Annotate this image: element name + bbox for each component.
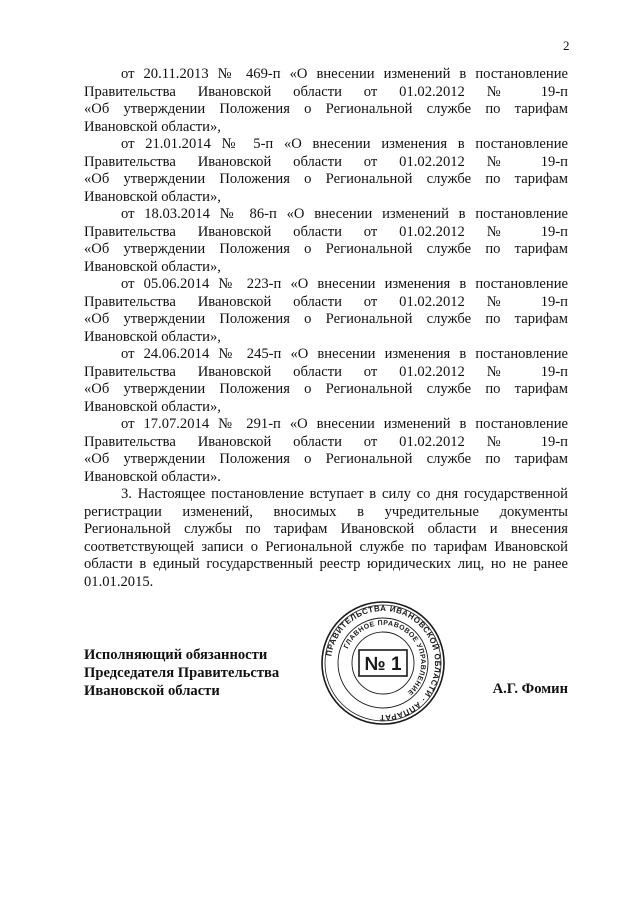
amendment-line: Правительства Ивановской области от 01.02.2012 № 19-п [84, 433, 568, 450]
document-body [84, 66, 568, 591]
official-seal-stamp [320, 600, 446, 726]
amendment-line: Правительства Ивановской области от 01.02.2012 № 19-п [84, 83, 568, 100]
stamp-inner-text: ГЛАВНОЕ ПРАВОВОЕ УПРАВЛЕНИЕ [343, 619, 427, 697]
amendment-line: Ивановской области», [84, 328, 221, 345]
amendment-entry [84, 276, 568, 346]
amendment-line: от 24.06.2014 № 245-п «О внесении изменения в постановление [121, 346, 568, 362]
amendment-line: Правительства Ивановской области от 01.02.2012 № 19-п [84, 363, 568, 380]
amendment-line: Ивановской области», [84, 258, 221, 275]
amendment-list [84, 66, 568, 486]
amendment-line: Правительства Ивановской области от 01.02.2012 № 19-п [84, 293, 568, 310]
amendment-entry [84, 206, 568, 276]
amendment-line: «Об утверждении Положения о Региональной службе по тарифам [84, 451, 568, 467]
paragraph-3: 3. Настоящее постановление вступает в силу со дня государственной регистрации изменений, вносимых в учредительные документы Региональной службы по тарифам Ивановской области и внесения соответствующей записи о Региональной службе по тарифам Ивановской области в единый государственный реестр юридических лиц, но не ранее 01.01.2015. [84, 486, 568, 590]
amendment-line: Ивановской области», [84, 118, 221, 135]
amendment-line: от 21.01.2014 № 5-п «О внесении изменения в постановление [121, 136, 568, 152]
stamp-center-number: № 1 [364, 654, 402, 675]
amendment-line: Ивановской области». [84, 468, 221, 485]
amendment-line: «Об утверждении Положения о Региональной службе по тарифам [84, 171, 568, 187]
amendment-line: «Об утверждении Положения о Региональной службе по тарифам [84, 241, 568, 257]
amendment-line: «Об утверждении Положения о Региональной службе по тарифам [84, 311, 568, 327]
amendment-line: Правительства Ивановской области от 01.02.2012 № 19-п [84, 153, 568, 170]
amendment-entry [84, 346, 568, 416]
signatory-title-line: Ивановской области [84, 683, 220, 699]
amendment-line: Ивановской области», [84, 398, 221, 415]
amendment-line: «Об утверждении Положения о Региональной службе по тарифам [84, 101, 568, 117]
stamp-outer-text: ПРАВИТЕЛЬСТВА ИВАНОВСКОЙ ОБЛАСТИ · АППАРАТ [324, 603, 443, 723]
amendment-line: от 20.11.2013 № 469-п «О внесении изменений в постановление [121, 66, 568, 82]
amendment-line: Правительства Ивановской области от 01.02.2012 № 19-п [84, 223, 568, 240]
amendment-line: от 18.03.2014 № 86-п «О внесении изменений в постановление [121, 206, 568, 222]
amendment-entry [84, 136, 568, 206]
amendment-line: Ивановской области», [84, 188, 221, 205]
amendment-entry [84, 66, 568, 136]
signatory-name: А.Г. Фомин [492, 681, 568, 697]
signatory-title-line: Председателя Правительства [84, 665, 280, 681]
amendment-line: от 17.07.2014 № 291-п «О внесении изменений в постановление [121, 416, 568, 432]
amendment-entry [84, 416, 568, 486]
amendment-line: «Об утверждении Положения о Региональной службе по тарифам [84, 381, 568, 397]
signatory-title-line: Исполняющий обязанности [84, 647, 268, 663]
amendment-line: от 05.06.2014 № 223-п «О внесении изменения в постановление [121, 276, 568, 292]
page-number: 2 [563, 38, 570, 53]
